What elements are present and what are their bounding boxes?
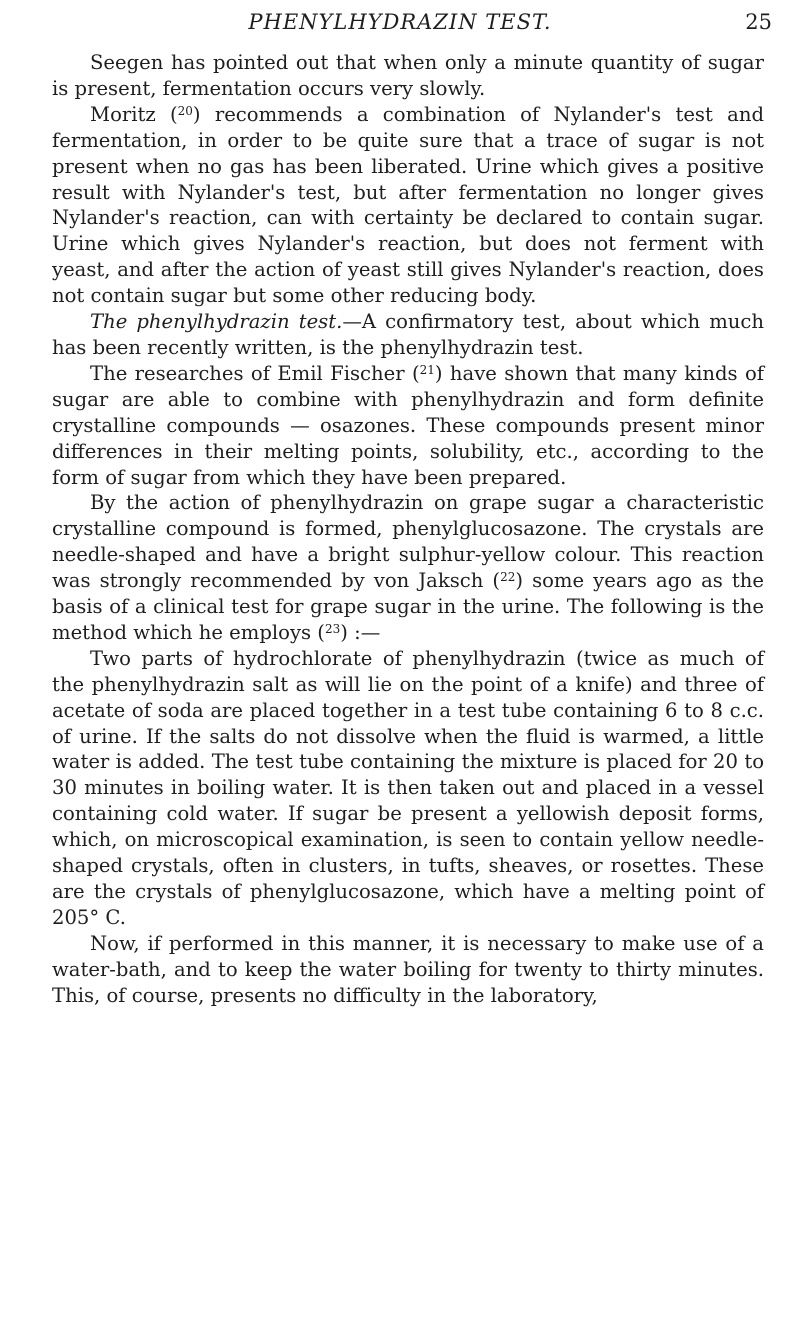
paragraph-text: Seegen has pointed out that when only a minute quantity of sugar is present, fermentation occurs very slowly. (52, 51, 764, 100)
body-text (52, 50, 764, 1009)
running-title: PHENYLHYDRAZIN TEST. (248, 10, 552, 34)
paragraph-text: ) have shown that many kinds of sugar are able to combine with phenylhydrazin and form definite crystalline compounds — osazones. These compounds present minor differences in their melting points, solubility, etc., according to the form of sugar from which they have been prepared. (52, 361, 764, 489)
footnote-ref: 22 (500, 570, 516, 585)
footnote-ref: 21 (419, 362, 435, 377)
paragraph-text: ) some years ago as the basis of a clinical test for grape sugar in the urine. The following is the method which he employs ( (52, 569, 764, 644)
page-number: 25 (745, 10, 772, 34)
paragraph-seegen (52, 50, 764, 102)
paragraph-phenylhydrazin-test (52, 309, 764, 361)
paragraph-water-bath (52, 931, 764, 1009)
paragraph-text: Moritz ( (90, 102, 178, 126)
paragraph-text: Now, if performed in this manner, it is necessary to make use of a water-bath, and to keep the water boiling for twenty to thirty minutes. This, of course, presents no difficulty in the laboratory, (52, 931, 764, 1007)
paragraph-fischer (52, 361, 764, 491)
footnote-ref: 23 (324, 621, 341, 636)
paragraph-text: ) :— (340, 620, 381, 644)
paragraph-text: The researches of Emil Fischer ( (90, 361, 420, 385)
page-header (0, 6, 800, 42)
paragraph-text: ) recommends a combination of Nylander's test and fermentation, in order to be quite sure that a trace of sugar is not present when no gas has been liberated. Urine which gives a positive result with Nylander's test, but after fermentation no longer gives Nylander's reaction, can with certainty be declared to contain sugar. Urine which gives Nylander's reaction, but does not ferment with yeast, and after the action of yeast still gives Nylander's reaction, does not contain sugar but some other reducing body. (52, 102, 764, 308)
paragraph-text: —A confirmatory test, about which much has been recently written, is the phenylhydrazin test. (52, 310, 764, 359)
section-heading: The phenylhydrazin test. (90, 310, 343, 334)
paragraph-text: Two parts of hydrochlorate of phenylhydrazin (twice as much of the phenylhydrazin salt as will lie on the point of a knife) and three of acetate of soda are placed together in a test tube containing 6 to 8 c.c. of urine. If the salts do not dissolve when the fluid is warmed, a little water is added. The test tube containing the mixture is placed for 20 to 30 minutes in boiling water. It is then taken out and placed in a vessel containing cold water. If sugar be present a yellowish deposit forms, which, on microscopical examination, is seen to contain yellow needle-shaped crystals, often in clusters, in tufts, sheaves, or rosettes. These are the crystals of phenylglucosazone, which have a melting point of 205° C. (52, 646, 764, 929)
paragraph-moritz (52, 102, 764, 309)
paragraph-method (52, 646, 764, 931)
paragraph-text: By the action of phenylhydrazin on grape sugar a characteristic crystalline compound is formed, phenylglucosazone. The crystals are needle-shaped and have a bright sulphur-yellow colour. This reaction was strongly recommended by von Jaksch ( (52, 491, 764, 593)
footnote-ref: 20 (177, 103, 193, 118)
paragraph-grape-sugar (52, 490, 764, 645)
